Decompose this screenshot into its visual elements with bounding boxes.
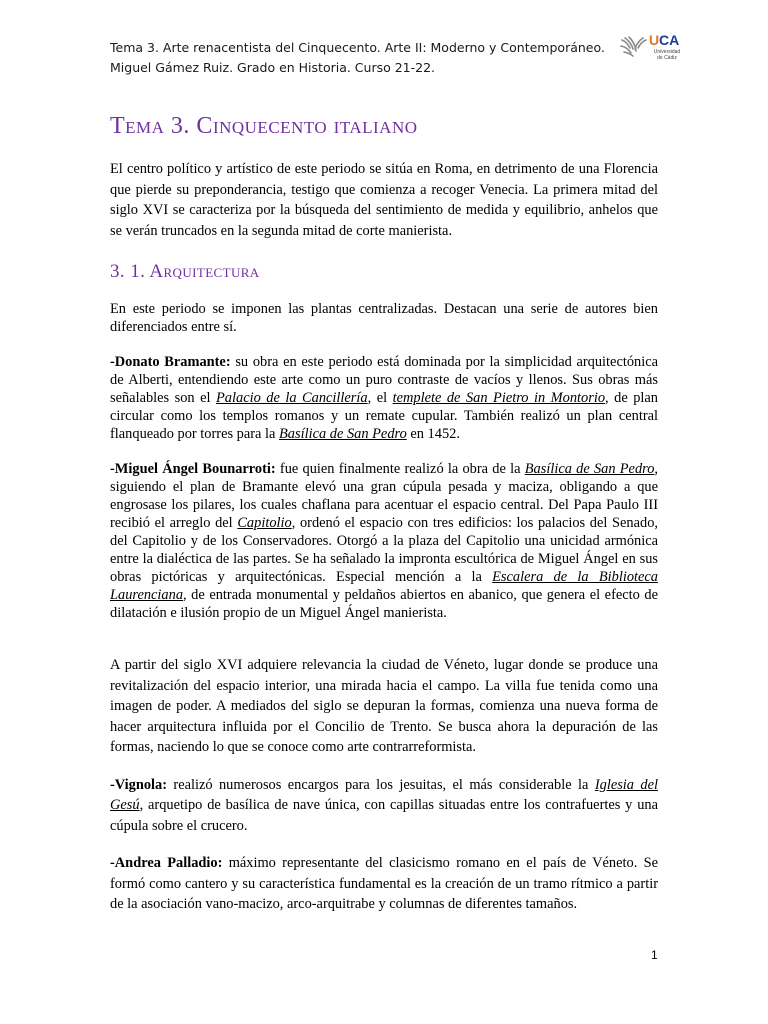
intro-paragraph: El centro político y artístico de este periodo se sitúa en Roma, en detrimento de una Florencia que pierde su preponderancia, testigo que comienza a recoger Venecia. La primera mitad del siglo XVI se caracteriza por la búsqueda del sentimiento de medida y equilibrio, anhelos que se verán truncados en la segunda mitad de corte manierista. [110,161,658,239]
university-logo [619,32,681,66]
link-escalera-laurenciana[interactable]: Escalera de la Biblioteca Laurenciana [110,569,658,603]
miguel-angel-name: -Miguel Ángel Bounarroti: [110,461,276,477]
logo-subtitle: Universidad de Cádiz [653,49,681,61]
section-heading: 3. 1. Arquitectura [110,261,260,282]
bramante-text-3: , de plan circular como los templos romanos y un remate cupular. También realizó un plan central flanqueado por torres para la [110,390,658,442]
palladio-text-1: máximo representante del clasicismo romano en el país de Véneto. Se formó como cantero y su característica fundamental es la creación de un tramo rítmico a partir de la asociación vano-macizo, arco-arquitrabe y columnas de diferentes tamaños. [110,855,658,912]
plantas-paragraph: En este periodo se imponen las plantas centralizadas. Destacan una serie de autores bien diferenciados entre sí. [110,301,658,335]
miguel-text-4: , de entrada monumental y peldaños abiertos en abanico, que genera el efecto de dilatación e ilusión propio de un Miguel Ángel manierista. [110,587,658,621]
link-capitolio[interactable]: Capitolio [237,515,292,531]
palladio-name: -Andrea Palladio: [110,855,223,871]
vignola-name: -Vignola: [110,776,168,793]
header-line-1: Tema 3. Arte renacentista del Cinquecento. Arte II: Moderno y Contemporáneo. [110,40,605,55]
bramante-text-1: su obra en este periodo está dominada por la simplicidad arquitectónica de Alberti, entendiendo este arte como un puro contraste de vacíos y llenos. Sus obras más señalables son el [110,354,658,406]
page-header [110,38,605,78]
link-basilica-san-pedro-2[interactable]: Basílica de San Pedro [524,461,655,477]
link-iglesia-gesu[interactable]: Iglesia del Gesú [110,776,658,813]
laurel-icon [619,34,649,60]
vignola-paragraph [110,775,658,837]
miguel-text-1: fue quien finalmente realizó la obra de la [275,461,525,477]
header-line-2: Miguel Gámez Ruiz. Grado en Historia. Curso 21-22. [110,60,436,75]
veneto-paragraph: A partir del siglo XVI adquiere relevancia la ciudad de Véneto, lugar donde se produce una revitalización del espacio interior, una mirada hacia el campo. La villa fue tenida como una imagen de poder. A mediados del siglo se depuran la formas, comienza una nueva forma de hacer arquitectura influida por el Concilio de Trento. Se busca ahora la depuración de las formas, naciendo lo que se conoce como arte contrarreformista. [110,657,658,755]
vignola-text-2: , arquetipo de basílica de nave única, con capillas situadas entre los contrafuertes y una cúpula sobre el crucero. [110,797,658,834]
miguel-angel-paragraph [110,460,658,622]
logo-letters-ca: CA [659,32,680,48]
bramante-text-4: en 1452. [406,426,460,442]
document-body [110,106,658,915]
bramante-name: -Donato Bramante: [110,354,231,370]
link-basilica-san-pedro[interactable]: Basílica de San Pedro [279,426,407,442]
vignola-text-1: realizó numerosos encargos para los jesuitas, el más considerable la [167,776,595,793]
link-palacio-cancilleria[interactable]: Palacio de la Cancillería [216,390,368,406]
page-number: 1 [651,948,658,962]
logo-letter-u: U [649,32,660,48]
page-title: Tema 3. Cinquecento italiano [110,113,418,139]
palladio-paragraph [110,853,658,915]
bramante-paragraph [110,353,658,443]
miguel-text-2: , siguiendo el plan de Bramante elevó una gran cúpula pesada y maciza, obligando a que engrosase los pilares, los cuales chaflana para acentuar el espacio central. Del Papa Paulo III recibió el arreglo del [110,461,659,531]
miguel-text-3: , ordenó el espacio con tres edificios: los palacios del Senado, del Capitolio y de los Conservadores. Otorgó a la plaza del Capitolio una unicidad armónica entre la dialéctica de las partes. Se ha señalado la impronta escultórica de Miguel Ángel en sus obras pictóricas y arquitectónicas. Especial mención a la [110,515,659,585]
bramante-text-2: , el [367,390,393,406]
link-templete-san-pietro[interactable]: templete de San Pietro in Montorio [392,390,606,406]
